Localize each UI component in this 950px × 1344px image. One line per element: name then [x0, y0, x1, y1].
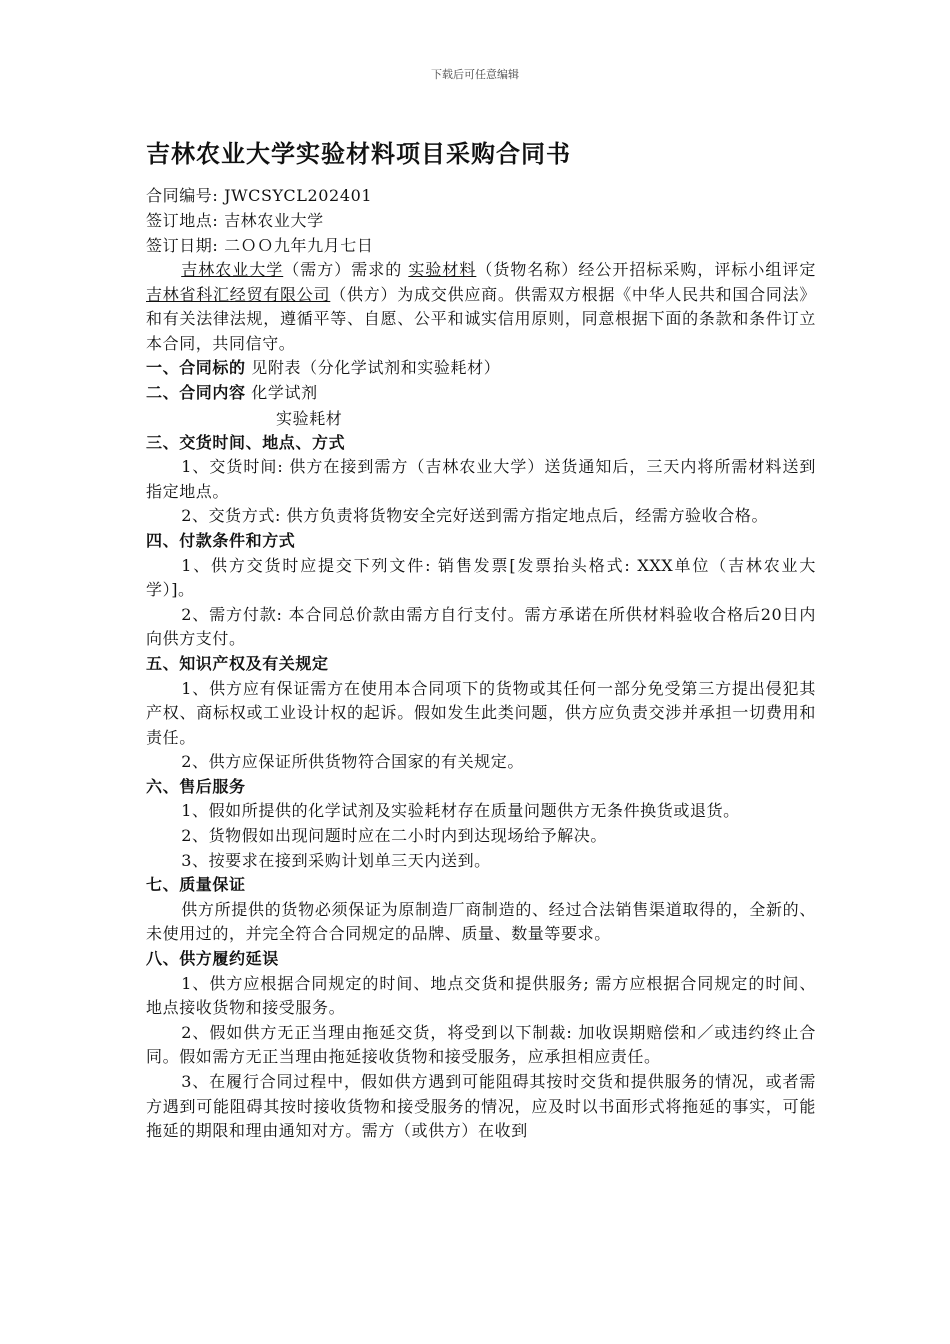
intro-text-2: （货物名称）经公开招标采购，评标小组评定: [476, 260, 816, 279]
intro-paragraph: [146, 258, 816, 356]
section-4-item-2: 2、需方付款: 本合同总价款由需方自行支付。需方承诺在所供材料验收合格后20日内向供方支付。: [146, 604, 816, 649]
intro-text-3: （供方）为成交供应商。供需双方根据《中华人民共和国合同法》和有关法律法规，遵循平等、自愿、公平和诚实信用原则，同意根据下面的条款和条件订立本合同，共同信守。: [146, 284, 816, 353]
intro-text-1: （需方）需求的: [283, 260, 403, 279]
section-6-item-1: 1、假如所提供的化学试剂及实验耗材存在质量问题供方无条件换货或退货。: [181, 801, 740, 821]
section-1-text: 见附表（分化学试剂和实验耗材）: [245, 358, 501, 378]
section-5-heading: 五、知识产权及有关规定: [146, 653, 329, 673]
page-header-note: 下载后可任意编辑: [431, 68, 519, 81]
signing-place: 签订地点: 吉林农业大学: [146, 211, 324, 230]
section-2-title: 二、合同内容: [146, 382, 246, 402]
section-4-heading: 四、付款条件和方式: [146, 530, 296, 550]
document-title: 吉林农业大学实验材料项目采购合同书: [146, 140, 571, 168]
section-5-item-2: 2、供方应保证所供货物符合国家的有关规定。: [181, 752, 524, 772]
section-1-title: 一、合同标的: [146, 358, 246, 378]
section-6-item-3: 3、按要求在接到采购计划单三天内送到。: [181, 850, 491, 870]
section-3-item-2: 2、交货方式: 供方负责将货物安全完好送到需方指定地点后，经需方验收合格。: [181, 506, 769, 526]
goods-name: 实验材料: [408, 260, 477, 279]
section-3-item-1: 1、交货时间: 供方在接到需方（吉林农业大学）送货通知后，三天内将所需材料送到指定地点。: [146, 457, 816, 501]
section-3-heading: 三、交货时间、地点、方式: [146, 432, 346, 452]
section-8-item-2: 2、假如供方无正当理由拖延交货，将受到以下制裁: 加收误期赔偿和／或违约终止合同。假如需方无正当理由拖延接收货物和接受服务，应承担相应责任。: [146, 1022, 816, 1067]
contract-document: [146, 134, 816, 1144]
section-7-item-1: 供方所提供的货物必须保证为原制造厂商制造的、经过合法销售渠道取得的，全新的、未使用过的，并完全符合合同规定的品牌、质量、数量等要求。: [146, 899, 816, 944]
section-4-item-1: 1、供方交货时应提交下列文件: 销售发票[发票抬头格式: XXX单位（吉林农业大学）]。: [146, 555, 816, 600]
section-1-heading: [146, 356, 816, 381]
party-a: 吉林农业大学: [181, 260, 284, 279]
section-5-item-1: 1、供方应有保证需方在使用本合同项下的货物或其任何一部分免受第三方提出侵犯其产权、商标权或工业设计权的起诉。假如发生此类问题，供方应负责交涉并承担一切费用和责任。: [146, 678, 816, 747]
signing-date: 签订日期: 二ＯＯ九年九月七日: [146, 236, 374, 255]
section-8-item-1: 1、供方应根据合同规定的时间、地点交货和提供服务; 需方应根据合同规定的时间、地点接收货物和接受服务。: [146, 973, 816, 1018]
section-2-line-2: 实验耗材: [276, 408, 343, 428]
section-8-heading: 八、供方履约延误: [146, 949, 279, 969]
section-8-item-3: 3、在履行合同过程中，假如供方遇到可能阻碍其按时交货和提供服务的情况，或者需方遇到可能阻碍其按时接收货物和接受服务的情况，应及时以书面形式将拖延的事实，可能拖延的期限和理由通知对方。需方（或供方）在收到: [146, 1072, 816, 1141]
section-2-heading: [146, 381, 816, 406]
section-2-text: 化学试剂: [245, 382, 318, 402]
section-7-heading: 七、质量保证: [146, 875, 246, 895]
party-b: 吉林省科汇经贸有限公司: [146, 284, 331, 304]
section-6-item-2: 2、货物假如出现问题时应在二小时内到达现场给予解决。: [181, 826, 607, 846]
section-6-heading: 六、售后服务: [146, 776, 246, 796]
contract-number: 合同编号: JWCSYCL202401: [146, 186, 373, 205]
